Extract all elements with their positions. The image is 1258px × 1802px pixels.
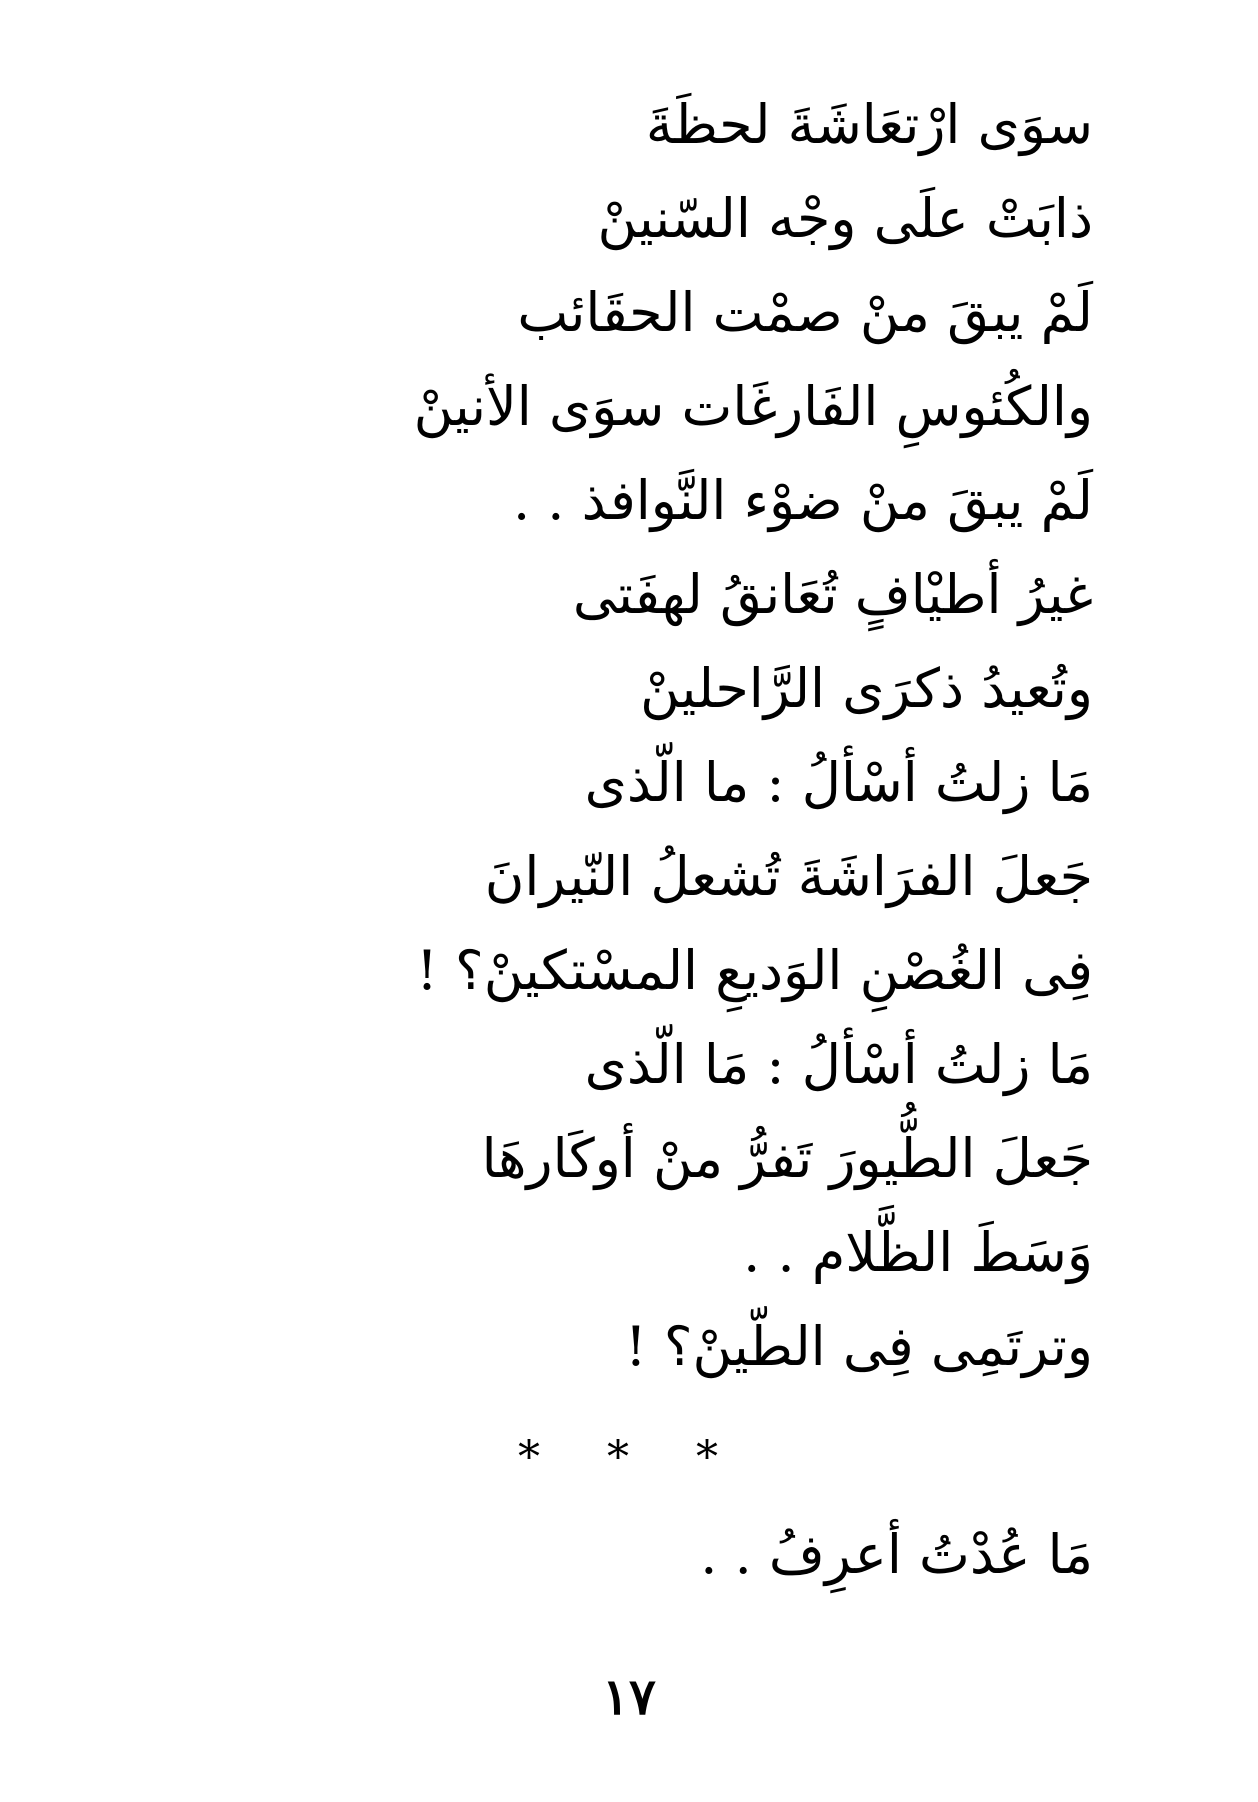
poem-line: مَا زلتُ أسْألُ : ما الّذى [584,751,1093,814]
poem-line: مَا زلتُ أسْألُ : مَا الّذى [584,1033,1093,1096]
poem-line: لَمْ يبقَ منْ صمْت الحقَائب [517,281,1093,344]
poem-line: وتُعيدُ ذكرَى الرَّاحلينْ [640,657,1093,720]
poem-line: وترتَمِى فِى الطّينْ؟ ! [625,1315,1093,1378]
poem-line: فِى الغُصْنِ الوَديعِ المسْتكينْ؟ ! [416,939,1093,1002]
asterisk-icon: * [607,1432,629,1483]
poem-stanza [393,78,1093,1394]
asterisk-icon: * [696,1432,718,1483]
poem-line: جَعلَ الطُّيورَ تَفرُّ منْ أوكَارهَا [481,1127,1093,1190]
page-number: ١٧ [602,1667,656,1726]
asterisk-icon: * [518,1432,540,1483]
poem-line: والكُئوسِ الفَارغَات سوَى الأنينْ [413,375,1093,438]
poem-line: ذابَتْ علَى وجْه السّنينْ [597,187,1093,250]
poem-line: لَمْ يبقَ منْ ضوْء النَّوافذ . . [512,469,1093,532]
poem-line: جَعلَ الفرَاشَةَ تُشعلُ النّيرانَ [484,845,1093,908]
poem-line: وَسَطَ الظَّلام . . [743,1221,1093,1284]
poem-final-line: مَا عُدْتُ أعرِفُ . . [700,1523,1093,1586]
section-separator [518,1428,718,1488]
poem-line: سوَى ارْتعَاشَةَ لحظَةَ [645,93,1093,156]
poem-line: غيرُ أطيْافٍ تُعَانقُ لهفَتى [572,563,1093,626]
